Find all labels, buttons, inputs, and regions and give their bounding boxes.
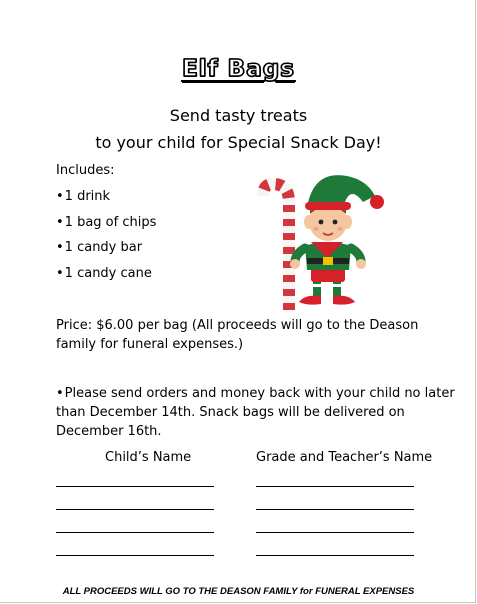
grade-teacher-line[interactable] <box>256 509 414 510</box>
instructions-line-2: than December 14th. Snack bags will be delivered on <box>56 405 405 420</box>
include-item-candy-cane: • 1 candy cane <box>56 264 152 283</box>
child-name-line[interactable] <box>56 509 214 510</box>
grade-teacher-line[interactable] <box>256 555 414 556</box>
candy-cane-icon <box>263 184 289 310</box>
child-name-line[interactable] <box>56 555 214 556</box>
elf-with-candy-cane-icon <box>255 162 385 312</box>
include-item-candy-bar: • 1 candy bar <box>56 238 142 257</box>
footer-note: ALL PROCEEDS WILL GO TO THE DEASON FAMILY for FUNERAL EXPENSES <box>62 586 415 597</box>
include-item-chips: • 1 bag of chips <box>56 213 156 232</box>
price-line-1: Price: $6.00 per bag (All proceeds will go to the Deason <box>56 318 419 333</box>
headline-line-2: to your child for Special Snack Day! <box>95 133 382 152</box>
price-line-2: family for funeral expenses.) <box>56 337 244 352</box>
instructions-line-3: December 16th. <box>56 424 162 439</box>
child-name-line[interactable] <box>56 486 214 487</box>
flyer-title: Elf Bags <box>182 56 295 82</box>
grade-teacher-header: Grade and Teacher’s Name <box>256 450 433 465</box>
child-name-line[interactable] <box>56 532 214 533</box>
child-name-header: Child’s Name <box>105 450 192 465</box>
instructions-line-1: • Please send orders and money back with your child no later <box>56 384 455 403</box>
includes-label: Includes: <box>56 163 115 178</box>
grade-teacher-line[interactable] <box>256 532 414 533</box>
headline-line-1: Send tasty treats <box>169 106 308 125</box>
grade-teacher-line[interactable] <box>256 486 414 487</box>
include-item-drink: • 1 drink <box>56 187 110 206</box>
